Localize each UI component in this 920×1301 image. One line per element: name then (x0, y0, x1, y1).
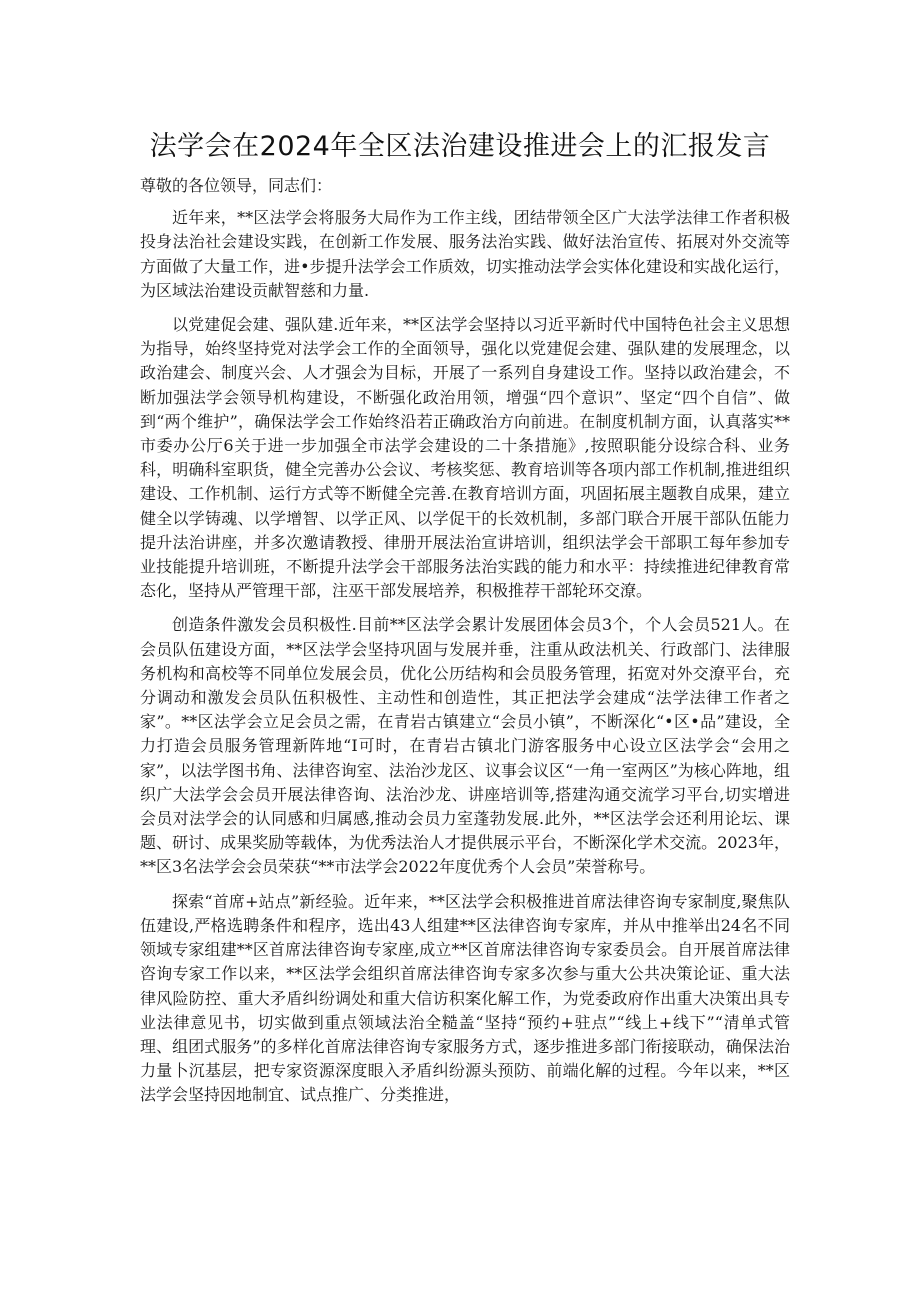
document-body (140, 174, 790, 1118)
paragraph-members: 创造条件激发会员积极性.目前**区法学会累计发展团体会员3个，个人会员521人。在会员队伍建设方面，**区法学会坚持巩固与发展并垂，注重从政法机关、行政部门、法律服务机构和高校等不同单位发展会员，优化公历结构和会员股务管理，拓宽对外交潦平台，充分调动和激发会员队伍积极性、主动性和创造性，其正把法学会建成“法学法律工作者之家”。**区法学会立足会员之需，在青岩古镇建立“会员小镇”，不断深化“•区•品”建设，全力打造会员服务管理新阵地“I可时，在青岩古镇北门游客服务中心设立区法学会“会用之家”，以法学图书角、法律咨询室、法治沙龙区、议事会议区“一角一室两区”为核心阵地，组织广大法学会会员开展法律咨询、法治沙龙、讲座培训等,搭建沟通交流学习平台,切实增进会员对法学会的认同感和归属感,推动会员力室蓬勃发展.此外，**区法学会还利用论坛、课题、研讨、成果奖励等载体，为优秀法治人才提供展示平台，不断深化学术交流。2023年，**区3名法学会会员荣获“**市法学会2022年度优秀个人会员”荣誉称号。 (140, 615, 790, 877)
document-title: 法学会在2024年全区法治建设推进会上的汇报发言 (149, 131, 771, 162)
greeting: 尊敬的各位领导，同志们： (140, 176, 333, 195)
paragraph-intro: 近年来，**区法学会将服务大局作为工作主线，团结带领全区广大法学法律工作者积极投身法治社会建设实践，在创新工作发展、服务法治实践、做好法治宣传、拓展对外交流等方面做了大量工作，进•步提升法学会工作质效，切实推动法学会实体化建设和实战化运行，为区域法治建设贡献智慈和力量. (140, 208, 790, 300)
paragraph-party-building: 以党建促会建、强队建.近年来，**区法学会坚持以习近平新时代中国特色社会主义思想为指导，始终坚持党对法学会工作的全面领导，强化以党建促会建、强队建的发展理念，以政治建会、制度兴会、人才强会为目标，开展了一系列自身建设工作。坚持以政治建会，不断加强法学会领导机构建设，不断强化政治用领，增强“四个意识”、坚定“四个自信”、做到“两个维护”，确保法学会工作始终沿若正确政治方向前进。在制度机制方面，认真落实**市委办公厅6关于进一步加强全市法学会建设的二十条措施》,按照职能分设综合科、业务科，明确科室职货，健全完善办公会议、考核奖惩、教育培训等各项内部工作机制,推进组织建设、工作机制、运行方式等不断健全完善.在教育培训方面，巩固拓展主题教自成果，建立健全以学铸魂、以学增智、以学正风、以学促干的长效机制，多部门联合开展干部队伍能力提升法治讲座，并多次邀请教授、律册开展法治宣讲培训，组织法学会干部职工每年参加专业技能提升培训班，不断提升法学会干部服务法治实践的能力和水平：持续推进纪律教育常态化，坚持从严管理干部，注巫干部发展培养，积极推荐干部轮环交潦。 (140, 315, 790, 601)
paragraph-chief-expert: 探索“首席+站点”新经验。近年来，**区法学会积极推进首席法律咨询专家制度,聚焦队伍建设,严格选聘条件和程序，选出43人组建**区法律咨询专家库，并从中推举出24名不同领域专家组建**区首席法律咨询专家座,成立**区首席法律咨询专家委员会。自开展首席法律咨询专家工作以来，**区法学会组织首席法律咨询专家多次参与重大公共决策论证、重大法律风险防控、重大矛盾纠纷调处和重大信访积案化解工作，为党委政府作出重大决策出具专业法律意见书，切实做到重点领域法治全糙盖“坚持“预约+驻点”“线上+线下”“清单式管理、组团式服务”的多样化首席法律咨询专家服务方式，逐步推进多部门衔接联动，确保法治力量卜沉基层，把专家资源深度眼入矛盾纠纷源头预防、前端化解的过程。今年以来，**区法学会坚持因地制宜、试点推广、分类推进， (140, 891, 790, 1105)
